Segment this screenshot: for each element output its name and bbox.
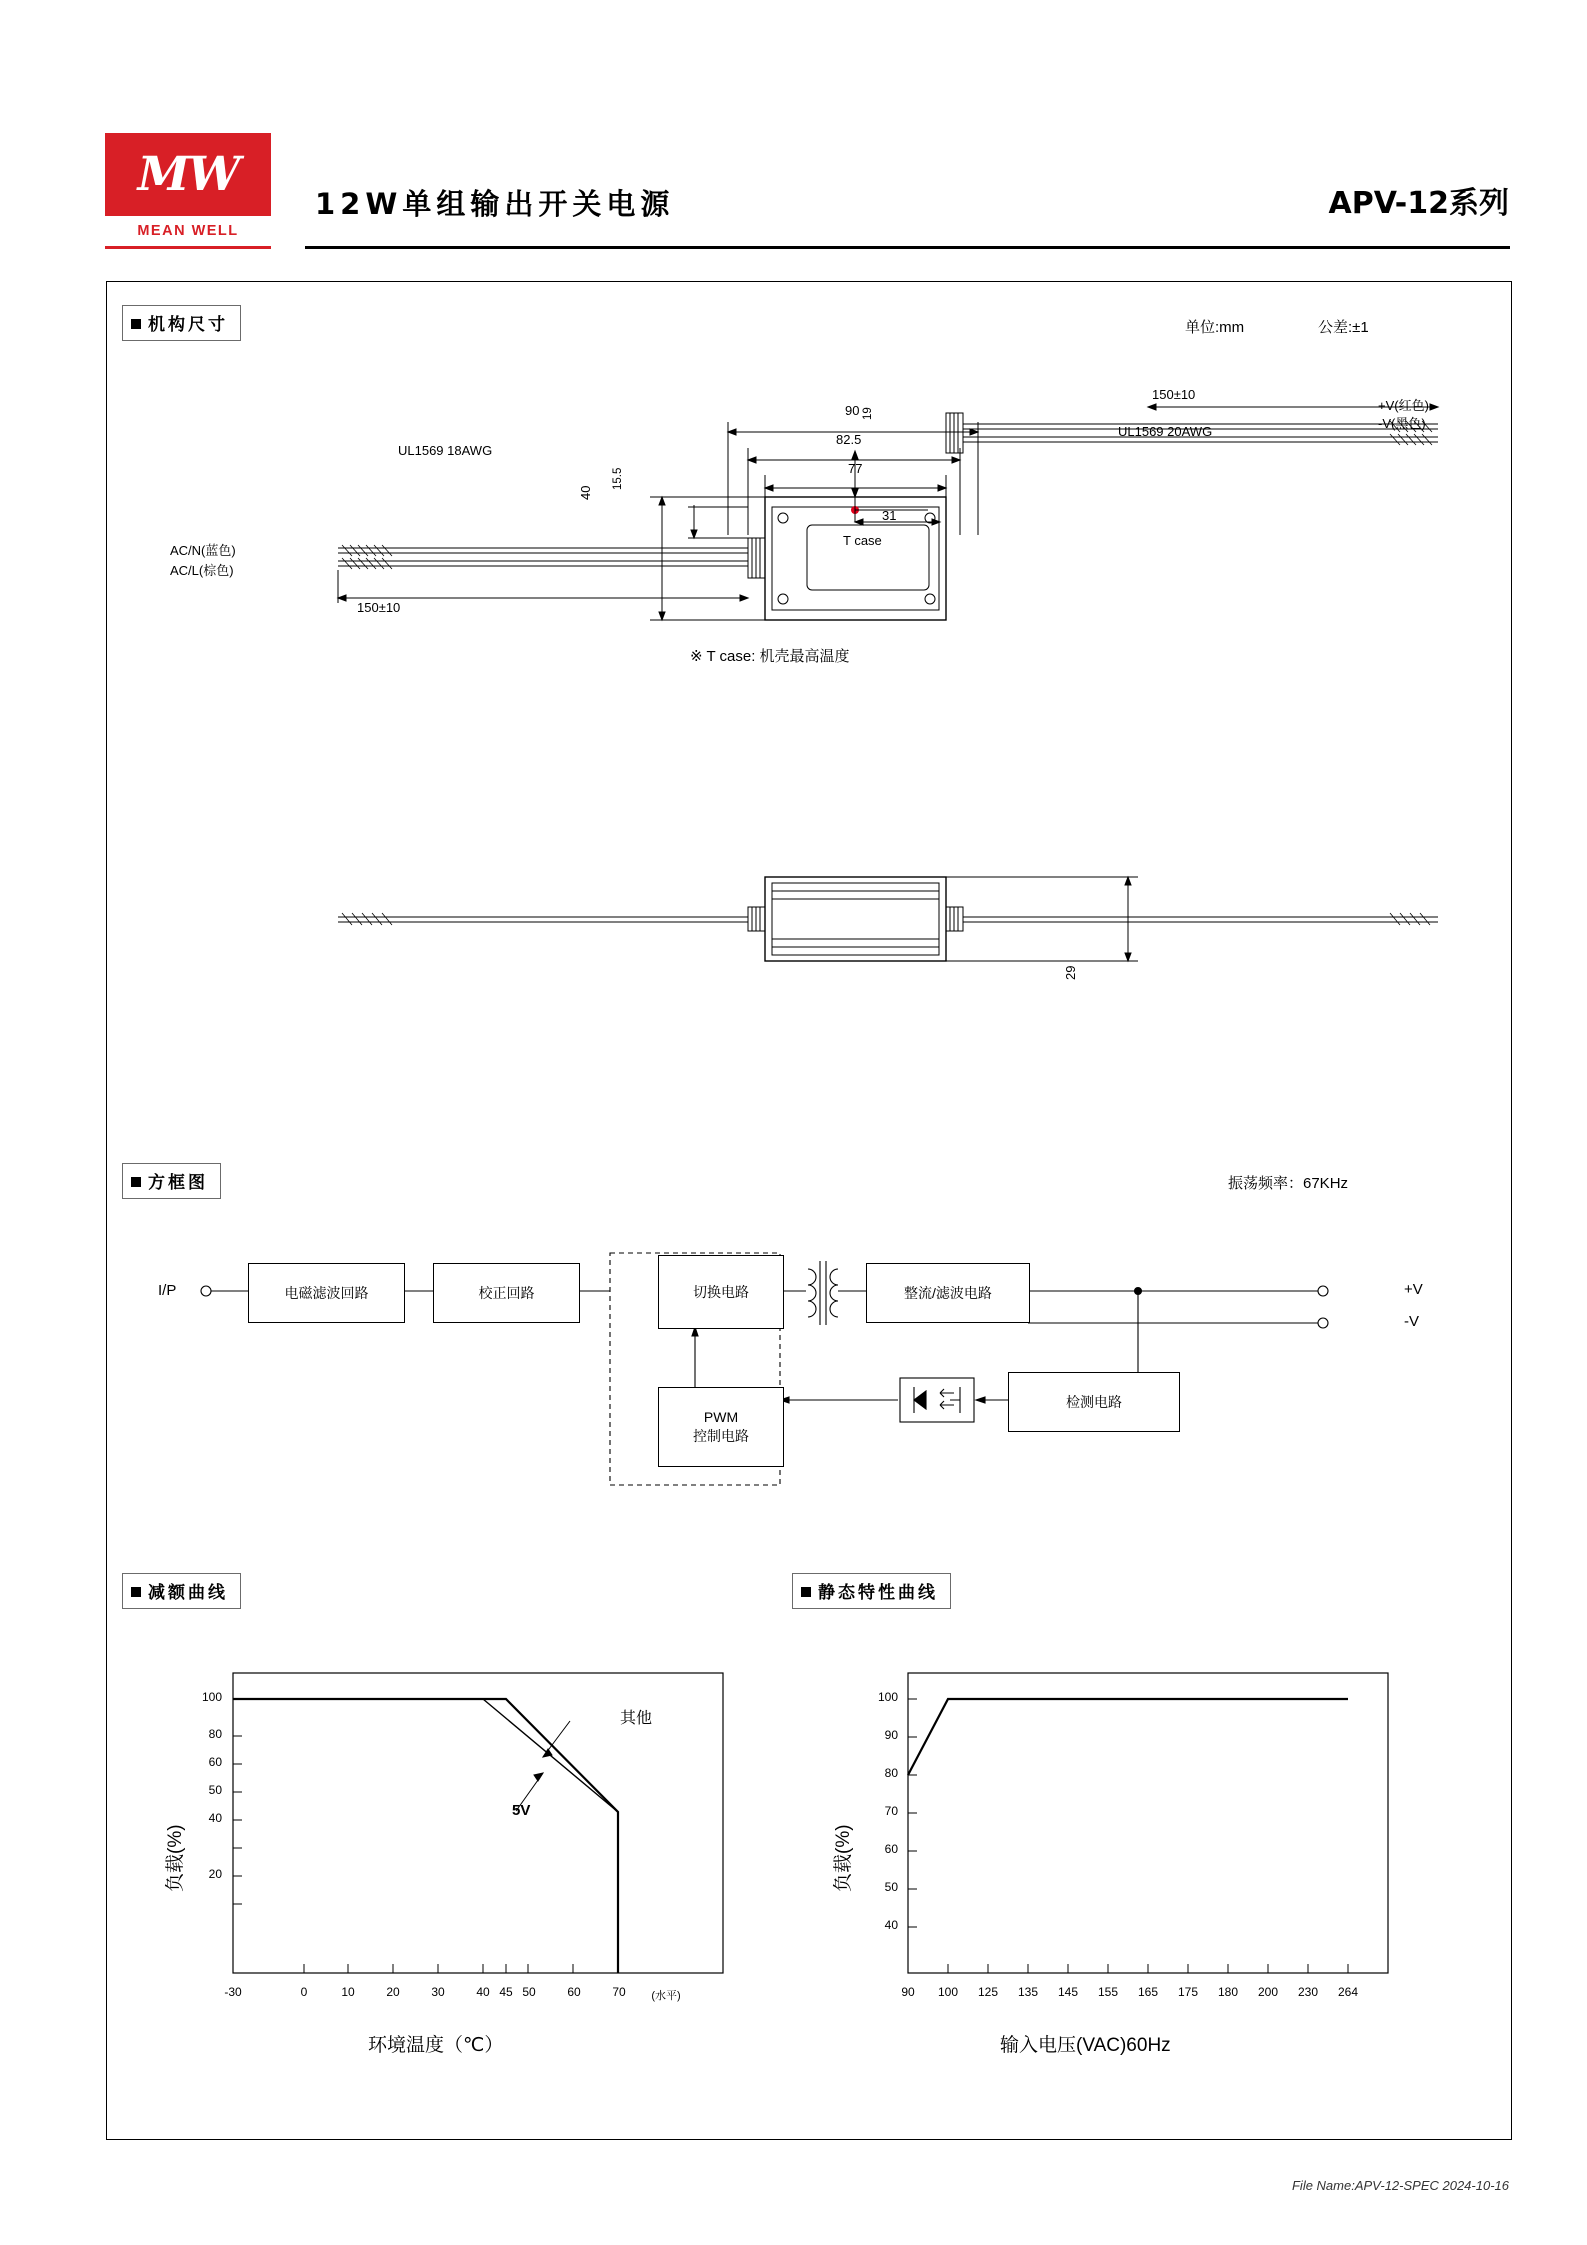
oscillation-frequency-note: 振荡频率：67KHz <box>1228 1175 1349 1192</box>
static-xtick-264: 264 <box>1337 1985 1359 1999</box>
static-xtick-135: 135 <box>1017 1985 1039 1999</box>
logo-underline <box>105 246 271 249</box>
footer-file-name: File Name:APV-12-SPEC 2024-10-16 <box>1291 2178 1509 2193</box>
dim-31: 31 <box>882 508 897 523</box>
section-block-diagram: 方框图 <box>122 1163 221 1199</box>
model-title: APV-12系列 <box>1328 186 1509 221</box>
dim-90: 90 <box>845 403 860 418</box>
derating-xtick-60: 60 <box>567 1985 581 1999</box>
block-switching-label: 切换电路 <box>693 1283 749 1300</box>
derating-x-suffix: (水平) <box>651 1990 681 2002</box>
block-detection <box>1008 1372 1180 1432</box>
derating-annotation-other: 其他 <box>620 1710 653 1727</box>
derating-xlabel: 环境温度（℃） <box>368 2035 504 2056</box>
block-pfc <box>433 1263 580 1323</box>
derating-xtick-40: 40 <box>476 1985 490 1999</box>
derating-xtick-30: 30 <box>431 1985 445 1999</box>
block-pwm-label-2: 控制电路 <box>693 1428 749 1444</box>
derating-xtick--30: -30 <box>224 1985 242 1999</box>
static-xtick-230: 230 <box>1297 1985 1319 1999</box>
dim-40: 40 <box>578 485 593 500</box>
output-pos-label: +V <box>1404 1281 1423 1298</box>
section-static: 静态特性曲线 <box>792 1573 951 1609</box>
derating-ytick-20: 20 <box>208 1867 222 1881</box>
static-xtick-125: 125 <box>977 1985 999 1999</box>
bullet-square-icon <box>131 1177 141 1187</box>
block-rectifier-filter <box>866 1263 1030 1323</box>
derating-ytick-80: 80 <box>208 1727 222 1741</box>
input-label: I/P <box>158 1282 177 1299</box>
static-xtick-90: 90 <box>901 1985 915 1999</box>
unit-note: 单位:mm <box>1185 319 1245 336</box>
section-derating: 减额曲线 <box>122 1573 241 1609</box>
block-pwm-label-1: PWM <box>703 1409 739 1426</box>
bullet-square-icon <box>131 1587 141 1597</box>
output-neg-label: -V <box>1404 1313 1419 1330</box>
static-xtick-145: 145 <box>1057 1985 1079 1999</box>
dim-15-5: 15.5 <box>612 467 624 490</box>
static-xtick-155: 155 <box>1097 1985 1119 1999</box>
header-rule <box>305 246 1510 249</box>
static-ytick-90: 90 <box>884 1728 898 1742</box>
block-pfc-label: 校正回路 <box>478 1284 535 1301</box>
static-ytick-100: 100 <box>877 1690 898 1704</box>
ac-n-label: AC/N(蓝色) <box>170 543 236 558</box>
static-xtick-175: 175 <box>1177 1985 1199 1999</box>
static-ytick-60: 60 <box>884 1842 898 1856</box>
v-neg-label: -V(黑色) <box>1378 416 1426 431</box>
logo-brand-name: MEAN WELL <box>105 216 271 248</box>
tolerance-note: 公差:±1 <box>1318 319 1369 336</box>
section-mechanical: 机构尺寸 <box>122 305 241 341</box>
dim-29: 29 <box>1063 965 1078 980</box>
bullet-square-icon <box>801 1587 811 1597</box>
wire-in-spec: UL1569 18AWG <box>398 443 493 458</box>
derating-ytick-40: 40 <box>208 1811 222 1825</box>
static-ytick-70: 70 <box>884 1804 898 1818</box>
tcase-label: T case <box>843 533 882 548</box>
derating-xtick-10: 10 <box>341 1985 355 1999</box>
static-xlabel: 输入电压(VAC)60Hz <box>1000 2035 1171 2056</box>
derating-xtick-20: 20 <box>386 1985 400 1999</box>
v-pos-label: +V(红色) <box>1378 398 1429 413</box>
static-ytick-50: 50 <box>884 1880 898 1894</box>
block-pwm <box>658 1387 784 1467</box>
static-chart <box>868 1665 1428 1995</box>
derating-xtick-0: 0 <box>300 1985 308 1999</box>
dim-lead-in: 150±10 <box>357 600 401 615</box>
wire-out-spec: UL1569 20AWG <box>1118 424 1213 439</box>
block-emi-filter <box>248 1263 405 1323</box>
derating-ytick-100: 100 <box>201 1690 222 1704</box>
static-xtick-200: 200 <box>1257 1985 1279 1999</box>
logo-mark-text: MW <box>137 147 239 202</box>
static-ytick-40: 40 <box>884 1918 898 1932</box>
mechanical-top-view <box>128 385 1488 815</box>
static-xtick-100: 100 <box>937 1985 959 1999</box>
derating-ylabel: 负载(%) <box>165 1824 186 1892</box>
static-ytick-80: 80 <box>884 1766 898 1780</box>
ac-l-label: AC/L(棕色) <box>170 563 234 578</box>
mechanical-side-view <box>128 855 1488 1015</box>
derating-xtick-45: 45 <box>499 1985 513 1999</box>
static-xtick-180: 180 <box>1217 1985 1239 1999</box>
block-switching <box>658 1255 784 1329</box>
derating-annotation-5v: 5V <box>512 1802 531 1819</box>
derating-ytick-50: 50 <box>208 1783 222 1797</box>
derating-xtick-70: 70 <box>612 1985 626 1999</box>
meanwell-logo <box>105 133 271 248</box>
page-title: 12W单组输出开关电源 <box>315 187 675 221</box>
dim-77: 77 <box>848 461 863 476</box>
static-ylabel: 负载(%) <box>833 1824 854 1892</box>
block-detection-label: 检测电路 <box>1066 1393 1122 1410</box>
logo-mark-box <box>105 133 271 216</box>
dim-19: 19 <box>862 407 874 420</box>
static-xtick-165: 165 <box>1137 1985 1159 1999</box>
dim-82-5: 82.5 <box>836 432 862 447</box>
block-rectifier-filter-label: 整流/滤波电路 <box>904 1284 992 1301</box>
derating-ytick-60: 60 <box>208 1755 222 1769</box>
tcase-note: ※ T case: 机壳最高温度 <box>690 648 850 665</box>
bullet-square-icon <box>131 319 141 329</box>
derating-xtick-50: 50 <box>522 1985 536 1999</box>
derating-chart <box>198 1665 758 1995</box>
block-emi-filter-label: 电磁滤波回路 <box>284 1284 369 1301</box>
dim-lead-out: 150±10 <box>1152 387 1196 402</box>
